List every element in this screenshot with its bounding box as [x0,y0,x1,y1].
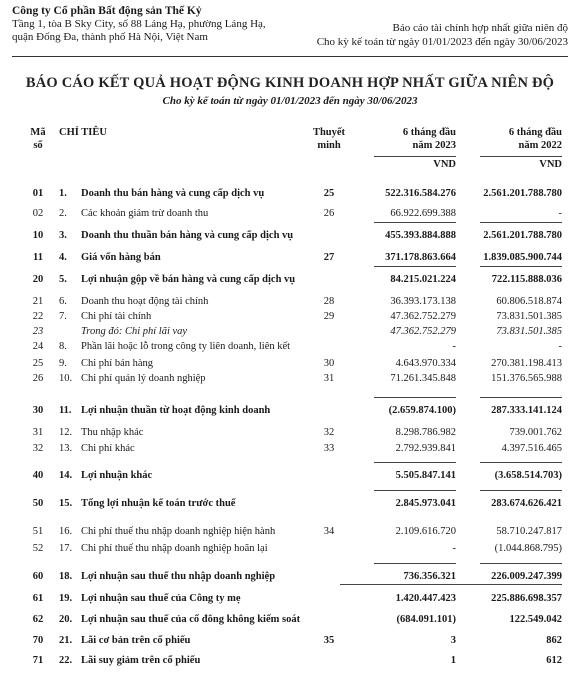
row-value-2022: 862 [546,635,562,646]
row-value-2023: 66.922.699.388 [390,208,456,219]
table-row [0,229,580,243]
row-label: Chi phí quản lý doanh nghiệp [81,373,206,384]
subtotal-rule [480,266,562,267]
table-row [0,542,580,556]
row-label: Lãi cơ bản trên cổ phiếu [81,635,191,646]
row-value-2023: 5.505.847.141 [395,470,456,481]
row-label: Chi phí tài chính [81,311,152,322]
row-number: 6. [59,296,67,307]
row-number: 18. [59,571,73,582]
report-name: Báo cáo tài chính hợp nhất giữa niên độ [392,22,568,34]
subtotal-rule [446,584,562,585]
row-value-2023: 1 [450,655,456,666]
subtotal-rule [480,462,562,463]
row-value-2022: 270.381.198.413 [491,358,562,369]
row-value-2022: 58.710.247.817 [496,526,562,537]
row-value-2022: 73.831.501.385 [496,326,562,337]
row-value-2023: 455.393.884.888 [385,230,456,241]
company-address-line1: Tầng 1, tòa B Sky City, số 88 Láng Hạ, phường Láng Hạ, [12,18,266,30]
row-label: Lợi nhuận sau thuế của Công ty mẹ [81,593,241,604]
row-value-2022: 739.001.762 [509,427,562,438]
col-note-header: Thuyết minh [312,127,346,151]
unit-2023: VND [433,159,456,170]
page-title: BÁO CÁO KẾT QUẢ HOẠT ĐỘNG KINH DOANH HỢP NHẤT GIỮA NIÊN ĐỘ [25,75,555,91]
row-value-2023: 4.643.970.334 [395,358,456,369]
subtotal-rule [374,563,456,564]
table-row [0,634,580,648]
row-code: 50 [32,498,44,509]
row-number: 8. [59,341,67,352]
subtotal-rule [480,563,562,564]
row-code: 20 [32,274,44,285]
row-label: Doanh thu hoạt động tài chính [81,296,209,307]
row-note: 26 [323,208,335,219]
row-number: 22. [59,655,73,666]
row-number: 11. [59,405,72,416]
row-value-2022: 287.333.141.124 [491,405,562,416]
row-note: 32 [323,427,335,438]
row-number: 2. [59,208,67,219]
row-code: 71 [32,655,44,666]
col-2023-rule [374,156,456,157]
report-header [278,21,568,49]
row-label: Doanh thu thuần bán hàng và cung cấp dịch vụ [81,230,294,241]
row-code: 10 [32,230,44,241]
row-label: Thu nhập khác [81,427,144,438]
row-label: Lợi nhuận gộp về bán hàng và cung cấp dịch vụ [81,274,296,285]
row-number: 21. [59,635,73,646]
row-value-2023: - [452,543,456,554]
row-number: 12. [59,427,73,438]
subtotal-rule [374,397,456,398]
row-value-2023: 36.393.173.138 [390,296,456,307]
table-row [0,654,580,668]
row-value-2022: - [558,208,562,219]
row-code: 24 [32,341,44,352]
row-code: 11 [33,252,43,263]
subtotal-rule [374,222,456,223]
row-code: 21 [32,296,44,307]
row-number: 14. [59,470,73,481]
row-code: 52 [32,543,44,554]
row-number: 7. [59,311,67,322]
table-row [0,372,580,386]
table-row [0,570,580,584]
table-row [0,325,580,339]
row-code: 61 [32,593,44,604]
row-value-2023: 47.362.752.279 [390,311,456,322]
row-label: Giá vốn hàng bán [81,252,161,263]
row-value-2023: 3 [450,635,456,646]
row-number: 1. [59,188,67,199]
row-value-2022: 283.674.626.421 [491,498,562,509]
table-row [0,295,580,309]
table-row [0,592,580,606]
row-value-2023: 371.178.863.664 [385,252,456,263]
row-label: Tổng lợi nhuận kế toán trước thuế [81,498,236,509]
row-note: 29 [323,311,335,322]
row-label: Lãi suy giảm trên cổ phiếu [81,655,201,666]
company-header [12,4,312,44]
col-item-header: CHỈ TIÊU [59,127,107,138]
row-value-2023: 84.215.021.224 [390,274,456,285]
row-number: 20. [59,614,73,625]
col-code-header: Mã số [30,127,46,151]
row-value-2022: 4.397.516.465 [501,443,562,454]
row-label: Chi phí thuế thu nhập doanh nghiệp hoãn lại [81,543,268,554]
row-value-2022: 2.561.201.788.780 [483,188,562,199]
row-value-2022: 60.806.518.874 [496,296,562,307]
row-label: Doanh thu bán hàng và cung cấp dịch vụ [81,188,265,199]
table-row [0,340,580,354]
row-label: Trong đó: Chi phí lãi vay [81,326,188,337]
row-note: 27 [323,252,335,263]
row-note: 33 [323,443,335,454]
row-note: 30 [323,358,335,369]
row-value-2022: 2.561.201.788.780 [483,230,562,241]
table-row [0,442,580,456]
row-value-2022: 73.831.501.385 [496,311,562,322]
row-value-2022: - [558,341,562,352]
row-value-2023: 2.109.616.720 [395,526,456,537]
col-2023-header: 6 tháng đầu năm 2023 [402,127,456,151]
row-value-2023: 736.356.321 [403,571,456,582]
row-code: 26 [32,373,44,384]
row-label: Lợi nhuận thuần từ hoạt động kinh doanh [81,405,271,416]
row-code: 23 [32,326,44,337]
subtotal-rule [480,397,562,398]
row-value-2022: (3.658.514.703) [494,470,562,481]
row-code: 01 [32,188,44,199]
table-row [0,426,580,440]
row-note: 34 [323,526,335,537]
row-value-2023: 47.362.752.279 [390,326,456,337]
row-value-2023: (2.659.874.100) [388,405,456,416]
subtotal-rule [374,266,456,267]
subtotal-rule [340,584,456,585]
subtotal-rule [480,222,562,223]
row-code: 40 [32,470,44,481]
row-number: 13. [59,443,73,454]
row-code: 62 [32,614,44,625]
row-value-2022: 1.839.085.900.744 [483,252,562,263]
row-value-2023: 71.261.345.848 [390,373,456,384]
row-label: Chi phí khác [81,443,135,454]
row-value-2023: 522.316.584.276 [385,188,456,199]
row-code: 51 [32,526,44,537]
row-number: 16. [59,526,73,537]
row-value-2023: 8.298.786.982 [395,427,456,438]
table-row [0,404,580,418]
row-value-2023: 1.420.447.423 [395,593,456,604]
unit-2022: VND [539,159,562,170]
row-code: 60 [32,571,44,582]
row-code: 70 [32,635,44,646]
subtotal-rule [374,490,456,491]
company-name: Công ty Cổ phần Bất động sản Thế Kỷ [12,5,202,17]
table-row [0,525,580,539]
row-code: 31 [32,427,44,438]
row-value-2022: 226.009.247.399 [491,571,562,582]
header-divider [12,56,568,57]
row-note: 35 [323,635,335,646]
row-value-2023: (684.091.101) [396,614,456,625]
table-row [0,613,580,627]
row-number: 17. [59,543,73,554]
subtotal-rule [480,490,562,491]
row-value-2022: 122.549.042 [509,614,562,625]
table-row [0,207,580,221]
table-header [0,126,580,174]
table-row [0,310,580,324]
row-code: 32 [32,443,44,454]
row-value-2022: 151.376.565.988 [491,373,562,384]
company-address-line2: quận Đống Đa, thành phố Hà Nội, Việt Nam [12,31,208,43]
row-note: 31 [323,373,335,384]
row-number: 9. [59,358,67,369]
table-row [0,497,580,511]
row-value-2022: 722.115.888.036 [491,274,562,285]
table-row [0,357,580,371]
row-value-2023: 2.792.939.841 [395,443,456,454]
row-number: 10. [59,373,73,384]
row-label: Phần lãi hoặc lỗ trong công ty liên doanh, liên kết [81,341,291,352]
table-row [0,273,580,287]
row-label: Lợi nhuận khác [81,470,153,481]
row-label: Lợi nhuận sau thuế của cổ đông không kiểm soát [81,614,301,625]
row-value-2023: - [452,341,456,352]
row-label: Các khoản giảm trừ doanh thu [81,208,209,219]
row-label: Chi phí thuế thu nhập doanh nghiệp hiện hành [81,526,276,537]
row-number: 15. [59,498,73,509]
row-number: 4. [59,252,67,263]
row-value-2022: 225.886.698.357 [491,593,562,604]
report-period: Cho kỳ kế toán từ ngày 01/01/2023 đến ngày 30/06/2023 [316,36,568,48]
subtotal-rule [374,462,456,463]
row-value-2022: (1.044.868.795) [494,543,562,554]
table-row [0,187,580,201]
row-number: 19. [59,593,73,604]
col-2022-rule [480,156,562,157]
row-code: 22 [32,311,44,322]
row-number: 5. [59,274,67,285]
row-value-2022: 612 [546,655,562,666]
row-label: Lợi nhuận sau thuế thu nhập doanh nghiệp [81,571,276,582]
page-subtitle: Cho kỳ kế toán từ ngày 01/01/2023 đến ngày 30/06/2023 [162,95,418,107]
row-value-2023: 2.845.973.041 [395,498,456,509]
row-note: 25 [323,188,335,199]
row-number: 3. [59,230,67,241]
row-note: 28 [323,296,335,307]
row-code: 25 [32,358,44,369]
col-2022-header: 6 tháng đầu năm 2022 [508,127,562,151]
row-code: 02 [32,208,44,219]
table-row [0,469,580,483]
row-code: 30 [32,405,44,416]
row-label: Chi phí bán hàng [81,358,154,369]
table-row [0,251,580,265]
